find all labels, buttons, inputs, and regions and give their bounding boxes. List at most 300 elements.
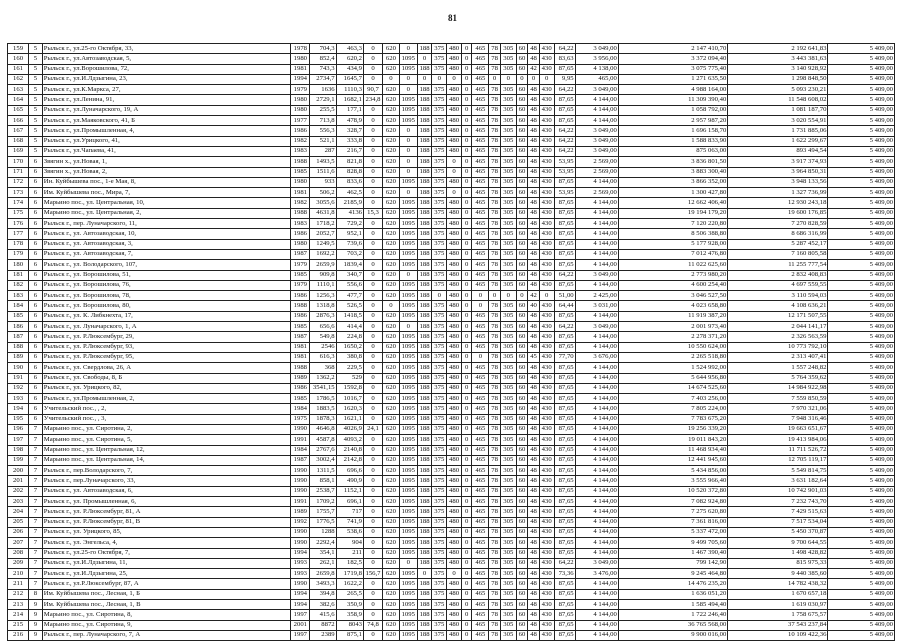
table-cell: 163 bbox=[8, 85, 29, 95]
table-cell: 620 bbox=[382, 466, 399, 476]
table-cell: 2734,7 bbox=[310, 74, 336, 84]
table-cell: 188 bbox=[417, 558, 432, 568]
table-cell: 0 bbox=[364, 291, 383, 301]
table-cell: 188 bbox=[417, 229, 432, 239]
table-cell: 60 bbox=[516, 548, 528, 558]
table-cell: 480 bbox=[447, 322, 462, 332]
table-cell: 0 bbox=[461, 435, 472, 445]
table-cell: Рыльск г., ул. Урицкого, 85, bbox=[42, 527, 291, 537]
table-cell: 1095 bbox=[399, 105, 417, 115]
table-cell: 1095 bbox=[399, 198, 417, 208]
table-cell: 5 177 928,00 bbox=[618, 239, 728, 249]
table-cell: 620 bbox=[382, 95, 399, 105]
table-cell: 430 bbox=[539, 95, 554, 105]
table-cell: 7 bbox=[29, 527, 43, 537]
table-cell: 465 bbox=[472, 198, 489, 208]
table-cell: 4 144,00 bbox=[575, 414, 618, 424]
table-cell: 60 bbox=[516, 44, 528, 54]
table-cell: 434,9 bbox=[336, 64, 363, 74]
table-cell: 78 bbox=[489, 538, 501, 548]
table-cell: 188 bbox=[417, 600, 432, 610]
table-cell: 465 bbox=[472, 85, 489, 95]
table-cell: 2 313 407,41 bbox=[728, 352, 828, 362]
table-cell: 620 bbox=[382, 332, 399, 342]
table-cell: 168 bbox=[8, 136, 29, 146]
table-cell: 188 bbox=[417, 146, 432, 156]
table-cell: 171 bbox=[8, 167, 29, 177]
table-cell: 188 bbox=[417, 352, 432, 362]
table-cell: 1095 bbox=[399, 466, 417, 476]
table-cell: 78 bbox=[489, 116, 501, 126]
table-cell: 5 409,00 bbox=[828, 239, 895, 249]
table-cell: 64,22 bbox=[554, 126, 575, 136]
table-cell: 933 bbox=[310, 177, 336, 187]
table-cell: 0 bbox=[461, 363, 472, 373]
table-cell: 5 409,00 bbox=[828, 322, 895, 332]
table-cell: 0 bbox=[364, 136, 383, 146]
table-cell: 48 bbox=[528, 620, 540, 630]
table-cell: 5 bbox=[29, 44, 43, 54]
table-cell: 5 409,00 bbox=[828, 342, 895, 352]
table-cell: 4 144,00 bbox=[575, 373, 618, 383]
table-cell: 78 bbox=[489, 260, 501, 270]
table-cell: 6 bbox=[29, 260, 43, 270]
table-cell: 620 bbox=[382, 157, 399, 167]
table-cell: 1095 bbox=[399, 517, 417, 527]
table-cell: 430 bbox=[539, 352, 554, 362]
table-cell: 0 bbox=[399, 188, 417, 198]
table-cell: 4 144,00 bbox=[575, 589, 618, 599]
table-cell: 1993 bbox=[291, 569, 310, 579]
table-cell: 0 bbox=[461, 198, 472, 208]
table-cell: 0 bbox=[382, 74, 399, 84]
table-cell: 0 bbox=[364, 486, 383, 496]
table-cell: 1 622 299,67 bbox=[728, 136, 828, 146]
table-cell: 1095 bbox=[399, 311, 417, 321]
table-cell: 11 468 934,40 bbox=[618, 445, 728, 455]
table-cell: 0 bbox=[447, 569, 462, 579]
table-cell: 6 bbox=[29, 332, 43, 342]
table-cell: 87,65 bbox=[554, 95, 575, 105]
table-cell: 430 bbox=[539, 424, 554, 434]
table-cell: 1986 bbox=[291, 311, 310, 321]
table-cell: 430 bbox=[539, 126, 554, 136]
table-cell: 0 bbox=[461, 373, 472, 383]
table-cell: 0 bbox=[364, 188, 383, 198]
table-cell: 188 bbox=[417, 177, 432, 187]
table-cell: 19 600 176,85 bbox=[728, 208, 828, 218]
table-cell: 1 758 675,57 bbox=[728, 610, 828, 620]
table-row bbox=[8, 342, 895, 352]
table-cell: 188 bbox=[417, 476, 432, 486]
table-cell: 305 bbox=[500, 54, 516, 64]
table-cell: 11 022 625,60 bbox=[618, 260, 728, 270]
table-cell: 60 bbox=[516, 177, 528, 187]
table-cell: 480 bbox=[447, 198, 462, 208]
table-cell: 465 bbox=[472, 342, 489, 352]
table-cell: 7 bbox=[29, 548, 43, 558]
table-cell: 5 bbox=[29, 95, 43, 105]
table-cell: 620 bbox=[382, 497, 399, 507]
table-cell: 87,65 bbox=[554, 435, 575, 445]
table-cell: 480 bbox=[447, 332, 462, 342]
table-cell: 78 bbox=[489, 373, 501, 383]
table-cell: 0 bbox=[364, 177, 383, 187]
table-cell: 305 bbox=[500, 116, 516, 126]
table-cell: Рыльск г., ул.И.Лдзыгина, 11, bbox=[42, 558, 291, 568]
table-cell: 0 bbox=[461, 322, 472, 332]
table-row bbox=[8, 198, 895, 208]
table-row bbox=[8, 424, 895, 434]
table-cell: 3 049,00 bbox=[575, 558, 618, 568]
table-cell: 48 bbox=[528, 486, 540, 496]
table-cell: 48 bbox=[528, 260, 540, 270]
table-cell: 5 409,00 bbox=[828, 301, 895, 311]
table-cell: 1980 bbox=[291, 95, 310, 105]
table-cell: 305 bbox=[500, 219, 516, 229]
table-cell: 234,8 bbox=[364, 95, 383, 105]
table-cell: 53,95 bbox=[554, 188, 575, 198]
table-cell: 60 bbox=[516, 105, 528, 115]
table-cell: Рыльск г., ул.Автозаводская, 5, bbox=[42, 54, 291, 64]
table-cell: 1992 bbox=[291, 517, 310, 527]
table-cell: 78 bbox=[489, 517, 501, 527]
table-cell: 620 bbox=[382, 373, 399, 383]
table-cell: 430 bbox=[539, 44, 554, 54]
table-cell: 305 bbox=[500, 198, 516, 208]
table-cell: 0 bbox=[364, 579, 383, 589]
table-cell: 60 bbox=[516, 95, 528, 105]
table-cell: 215 bbox=[8, 620, 29, 630]
table-cell: 48 bbox=[528, 363, 540, 373]
table-cell: 620 bbox=[382, 538, 399, 548]
table-cell: 4 144,00 bbox=[575, 105, 618, 115]
table-cell: 375 bbox=[432, 198, 447, 208]
table-cell: 48 bbox=[528, 342, 540, 352]
table-row bbox=[8, 630, 895, 640]
table-cell: 53,95 bbox=[554, 157, 575, 167]
table-cell: Рыльск г., ул.Маяковского, 41, Б bbox=[42, 116, 291, 126]
table-cell: 0 bbox=[364, 558, 383, 568]
table-cell: 3493,3 bbox=[310, 579, 336, 589]
table-cell: 48 bbox=[528, 177, 540, 187]
table-cell: 1990 bbox=[291, 527, 310, 537]
table-cell: 4 144,00 bbox=[575, 579, 618, 589]
table-cell: 375 bbox=[432, 497, 447, 507]
table-cell: 375 bbox=[432, 455, 447, 465]
table-cell: Рыльск г., пер. Луначарского, 11, bbox=[42, 219, 291, 229]
table-cell: 60 bbox=[516, 435, 528, 445]
table-cell: 305 bbox=[500, 260, 516, 270]
table-cell: 4 144,00 bbox=[575, 538, 618, 548]
table-cell: 0 bbox=[364, 157, 383, 167]
table-cell: 48 bbox=[528, 219, 540, 229]
table-cell: 375 bbox=[432, 322, 447, 332]
table-cell: 375 bbox=[432, 116, 447, 126]
table-cell: 6 bbox=[29, 239, 43, 249]
table-cell: 3 049,00 bbox=[575, 270, 618, 280]
table-cell: Марьино пос., ул. Центральная, 2, bbox=[42, 208, 291, 218]
table-cell: 1839,4 bbox=[336, 260, 363, 270]
table-cell: Рыльск г., ул.Ленина, 91, bbox=[42, 95, 291, 105]
table-cell: 0 bbox=[364, 301, 383, 311]
table-cell: 0 bbox=[461, 527, 472, 537]
table-cell: 6 bbox=[29, 394, 43, 404]
table-row bbox=[8, 486, 895, 496]
table-cell: 0 bbox=[461, 414, 472, 424]
table-cell: 3 917 374,93 bbox=[728, 157, 828, 167]
table-cell: 0 bbox=[399, 85, 417, 95]
table-cell: 305 bbox=[500, 301, 516, 311]
table-cell: 60 bbox=[516, 219, 528, 229]
table-cell: 480 bbox=[447, 311, 462, 321]
table-cell: 1095 bbox=[399, 64, 417, 74]
table-cell: 375 bbox=[432, 383, 447, 393]
table-cell: 7 970 321,06 bbox=[728, 404, 828, 414]
table-cell: 6 bbox=[29, 352, 43, 362]
table-cell: 188 bbox=[417, 342, 432, 352]
table-cell: 4 144,00 bbox=[575, 332, 618, 342]
table-cell: 480 bbox=[447, 239, 462, 249]
table-cell: 620 bbox=[382, 177, 399, 187]
table-cell: 1110,3 bbox=[336, 85, 363, 95]
table-cell: 48 bbox=[528, 157, 540, 167]
table-cell: 0 bbox=[461, 177, 472, 187]
table-cell: 167 bbox=[8, 126, 29, 136]
table-cell: 60 bbox=[516, 589, 528, 599]
table-cell: 0 bbox=[364, 198, 383, 208]
table-cell: 87,65 bbox=[554, 105, 575, 115]
table-cell: 3 020 554,91 bbox=[728, 116, 828, 126]
table-cell: 305 bbox=[500, 610, 516, 620]
table-cell: Рыльск г., ул.Чапаева, 41, bbox=[42, 146, 291, 156]
table-cell: 48 bbox=[528, 589, 540, 599]
table-cell: 0 bbox=[539, 74, 554, 84]
table-cell: 375 bbox=[432, 157, 447, 167]
table-cell: 182 bbox=[8, 280, 29, 290]
table-cell: 5 409,00 bbox=[828, 260, 895, 270]
table-row bbox=[8, 177, 895, 187]
table-cell: 1095 bbox=[399, 455, 417, 465]
table-cell: 465 bbox=[472, 167, 489, 177]
table-cell: 7 bbox=[29, 486, 43, 496]
table-cell: 480 bbox=[447, 229, 462, 239]
table-cell: 375 bbox=[432, 332, 447, 342]
table-cell: 60 bbox=[516, 352, 528, 362]
table-cell: 1978 bbox=[291, 44, 310, 54]
table-cell: 465 bbox=[472, 322, 489, 332]
table-cell: 375 bbox=[432, 466, 447, 476]
table-cell: 78 bbox=[489, 620, 501, 630]
table-cell: 64,22 bbox=[554, 44, 575, 54]
table-cell: 2 832 408,83 bbox=[728, 270, 828, 280]
table-cell: 0 bbox=[447, 188, 462, 198]
table-cell: 465 bbox=[472, 54, 489, 64]
table-cell: 305 bbox=[500, 126, 516, 136]
table-cell: 10 520 372,80 bbox=[618, 486, 728, 496]
table-cell: 1979 bbox=[291, 260, 310, 270]
table-cell: 305 bbox=[500, 352, 516, 362]
table-cell: 4 144,00 bbox=[575, 260, 618, 270]
table-cell: 214 bbox=[8, 610, 29, 620]
table-cell: 188 bbox=[417, 630, 432, 640]
table-cell: 188 bbox=[417, 260, 432, 270]
table-cell: 480 bbox=[447, 445, 462, 455]
table-cell: 5 409,00 bbox=[828, 620, 895, 630]
table-row bbox=[8, 270, 895, 280]
table-row bbox=[8, 219, 895, 229]
table-cell: Рыльск г., ул.Промышленная, 4, bbox=[42, 126, 291, 136]
table-cell: 1980 bbox=[291, 105, 310, 115]
table-cell: 480 bbox=[447, 558, 462, 568]
table-cell: 60 bbox=[516, 146, 528, 156]
table-cell: 375 bbox=[432, 177, 447, 187]
table-cell: 188 bbox=[417, 455, 432, 465]
table-cell: 3055,6 bbox=[310, 198, 336, 208]
table-cell: 48 bbox=[528, 394, 540, 404]
table-cell: 0 bbox=[364, 146, 383, 156]
table-cell: 375 bbox=[432, 600, 447, 610]
table-cell: 78 bbox=[489, 548, 501, 558]
table-cell: 465 bbox=[472, 311, 489, 321]
table-cell: 305 bbox=[500, 455, 516, 465]
table-cell: 305 bbox=[500, 363, 516, 373]
table-cell: 875 063,00 bbox=[618, 146, 728, 156]
table-cell: 3 075 775,40 bbox=[618, 64, 728, 74]
table-cell: 5 409,00 bbox=[828, 188, 895, 198]
table-cell: 19 663 651,67 bbox=[728, 424, 828, 434]
table-cell: 78 bbox=[489, 239, 501, 249]
table-cell: 2001 bbox=[291, 620, 310, 630]
table-cell: 7 bbox=[29, 466, 43, 476]
table-cell: 1980 bbox=[291, 177, 310, 187]
table-cell: 305 bbox=[500, 569, 516, 579]
table-cell: 1493,5 bbox=[310, 157, 336, 167]
table-cell: 430 bbox=[539, 486, 554, 496]
table-row bbox=[8, 373, 895, 383]
table-cell: 380,8 bbox=[336, 352, 363, 362]
table-cell: Рыльск г., пер.Володарского, 7, bbox=[42, 466, 291, 476]
table-cell: Рыльск г., ул.25-го Октября, 33, bbox=[42, 44, 291, 54]
table-cell: 188 bbox=[417, 507, 432, 517]
table-cell: 188 bbox=[417, 383, 432, 393]
table-cell: 1095 bbox=[399, 569, 417, 579]
table-cell: 620 bbox=[382, 435, 399, 445]
table-cell: 176 bbox=[8, 219, 29, 229]
table-cell: 1997 bbox=[291, 630, 310, 640]
table-cell: 430 bbox=[539, 260, 554, 270]
table-cell: 620 bbox=[382, 64, 399, 74]
table-cell: 188 bbox=[417, 322, 432, 332]
table-cell: 729,2 bbox=[336, 219, 363, 229]
table-cell: 8 506 388,80 bbox=[618, 229, 728, 239]
table-cell: 48 bbox=[528, 610, 540, 620]
table-cell: 430 bbox=[539, 270, 554, 280]
table-cell: 620 bbox=[382, 445, 399, 455]
table-cell: 305 bbox=[500, 270, 516, 280]
table-cell: 1 722 246,40 bbox=[618, 610, 728, 620]
table-cell: 60 bbox=[516, 476, 528, 486]
table-cell: 7 361 816,00 bbox=[618, 517, 728, 527]
table-cell: 5 093 230,21 bbox=[728, 85, 828, 95]
table-cell: 0 bbox=[516, 74, 528, 84]
table-cell: 48 bbox=[528, 322, 540, 332]
table-cell: 7 bbox=[29, 579, 43, 589]
table-cell: 8 686 316,99 bbox=[728, 229, 828, 239]
table-cell: 375 bbox=[432, 167, 447, 177]
table-cell: 1095 bbox=[399, 404, 417, 414]
table-cell: 224,8 bbox=[336, 332, 363, 342]
table-cell: 60 bbox=[516, 260, 528, 270]
table-cell: 6 bbox=[29, 249, 43, 259]
table-cell: 1095 bbox=[399, 95, 417, 105]
table-cell: 188 bbox=[417, 270, 432, 280]
table-cell: 430 bbox=[539, 507, 554, 517]
table-cell: 465 bbox=[472, 239, 489, 249]
table-cell: Рыльск г., ул. Автозаводская, 3, bbox=[42, 239, 291, 249]
table-cell: 6 bbox=[29, 322, 43, 332]
table-cell: 704,3 bbox=[310, 44, 336, 54]
table-cell: 305 bbox=[500, 476, 516, 486]
table-cell: 5 409,00 bbox=[828, 476, 895, 486]
table-cell: 36 765 568,00 bbox=[618, 620, 728, 630]
table-cell: 858,1 bbox=[310, 476, 336, 486]
table-cell: 430 bbox=[539, 229, 554, 239]
table-cell: 465,00 bbox=[575, 74, 618, 84]
table-cell: 480 bbox=[447, 486, 462, 496]
table-cell: 9,95 bbox=[554, 74, 575, 84]
table-cell: 465 bbox=[472, 126, 489, 136]
table-cell: 375 bbox=[432, 85, 447, 95]
table-cell: 78 bbox=[489, 126, 501, 136]
table-cell: 465 bbox=[472, 270, 489, 280]
table-cell: 170 bbox=[8, 157, 29, 167]
table-cell: 4 144,00 bbox=[575, 630, 618, 640]
table-cell: 51,00 bbox=[554, 291, 575, 301]
table-cell: 5 549 814,75 bbox=[728, 466, 828, 476]
table-cell: 1980 bbox=[291, 54, 310, 64]
table-cell: 7 805 224,00 bbox=[618, 404, 728, 414]
table-cell: 1095 bbox=[399, 342, 417, 352]
table-cell: 87,65 bbox=[554, 363, 575, 373]
table-cell: 0 bbox=[461, 301, 472, 311]
table-cell: 188 bbox=[417, 198, 432, 208]
table-cell: 375 bbox=[432, 260, 447, 270]
table-cell: 6 bbox=[29, 373, 43, 383]
table-cell: 375 bbox=[432, 589, 447, 599]
table-cell: 0 bbox=[399, 558, 417, 568]
table-cell: Марьино пос., ул. Центральная, 12, bbox=[42, 445, 291, 455]
table-cell: 430 bbox=[539, 219, 554, 229]
table-cell: 5 409,00 bbox=[828, 177, 895, 187]
table-cell: 5 409,00 bbox=[828, 126, 895, 136]
table-cell: 305 bbox=[500, 527, 516, 537]
table-cell: 430 bbox=[539, 394, 554, 404]
table-cell: 480 bbox=[447, 383, 462, 393]
table-cell: 172 bbox=[8, 177, 29, 187]
table-cell: 480 bbox=[447, 497, 462, 507]
table-cell: 1095 bbox=[399, 291, 417, 301]
table-cell: 205 bbox=[8, 517, 29, 527]
table-cell: 0 bbox=[461, 74, 472, 84]
table-cell: 7 232 743,70 bbox=[728, 497, 828, 507]
table-cell: 375 bbox=[432, 548, 447, 558]
table-cell: 620 bbox=[382, 620, 399, 630]
table-cell: 0 bbox=[364, 517, 383, 527]
table-cell: 5 409,00 bbox=[828, 270, 895, 280]
table-cell: 1718,2 bbox=[310, 219, 336, 229]
table-cell: 465 bbox=[472, 44, 489, 54]
